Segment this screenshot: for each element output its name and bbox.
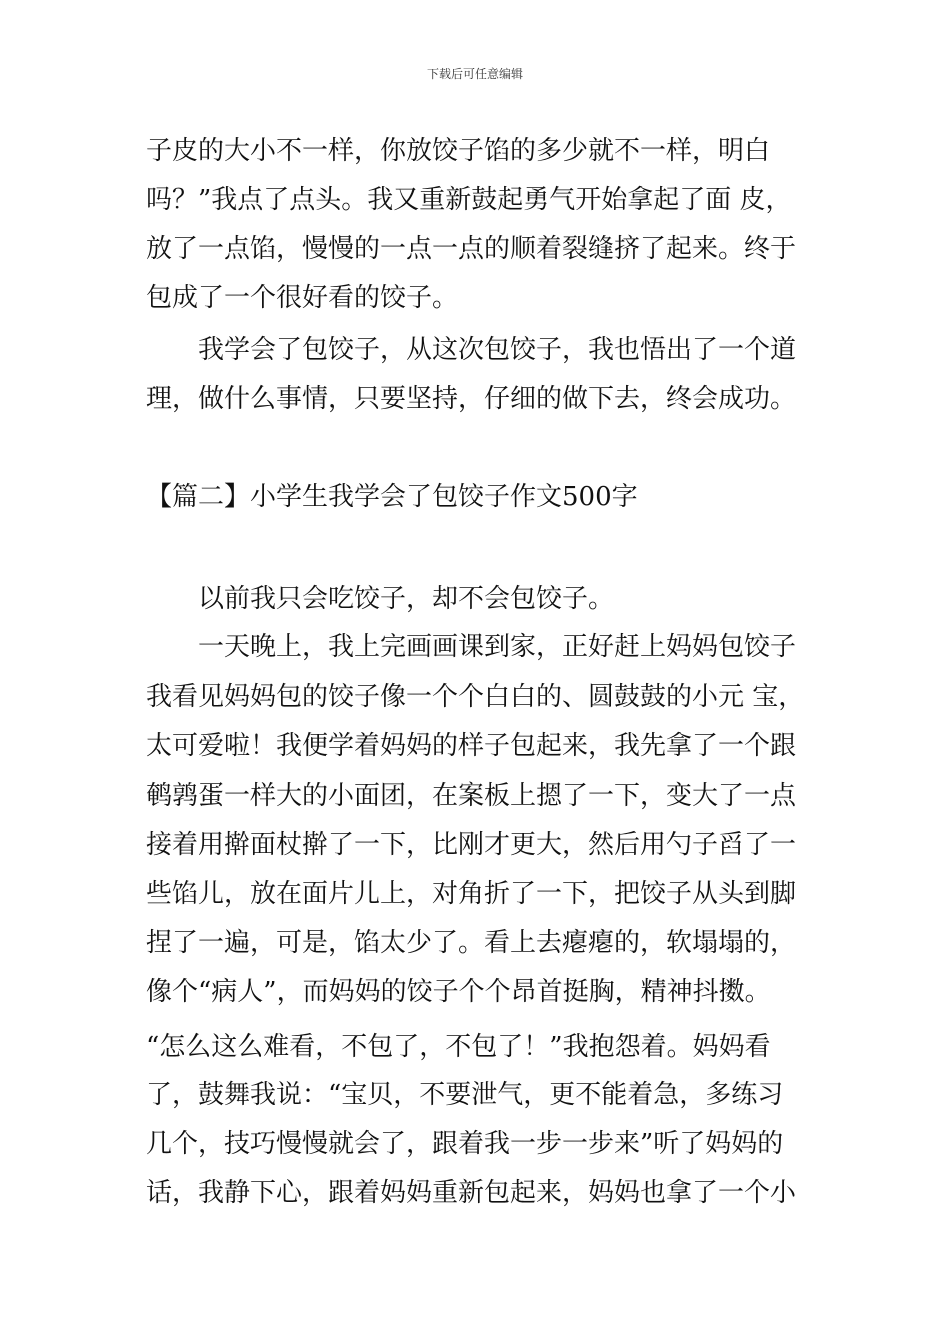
- text-line: 放了一点馅，慢慢的一点一点的顺着裂缝挤了起来。终于: [146, 234, 797, 264]
- text-line: 捏了一遍，可是，馅太少了。看上去瘪瘪的，软塌塌的，: [146, 928, 797, 958]
- text-line: 太可爱啦！我便学着妈妈的样子包起来，我先拿了一个跟: [146, 731, 797, 761]
- text-line: 我看见妈妈包的饺子像一个个白白的、圆鼓鼓的小元 宝，: [146, 682, 805, 712]
- text-line: 话，我静下心，跟着妈妈重新包起来，妈妈也拿了一个小: [146, 1178, 797, 1208]
- text-line: 鹌鹑蛋一样大的小面团，在案板上摁了一下，变大了一点: [146, 781, 797, 811]
- text-line: 理，做什么事情，只要坚持，仔细的做下去，终会成功。: [146, 384, 797, 414]
- text-line: 一天晚上，我上完画画课到家，正好赶上妈妈包饺子: [146, 632, 797, 662]
- text-line: 吗？”我点了点头。我又重新鼓起勇气开始拿起了面 皮，: [146, 185, 792, 215]
- text-line: 子皮的大小不一样，你放饺子馅的多少就不一样，明白: [146, 136, 771, 166]
- text-line: 了，鼓舞我说：“宝贝，不要泄气，更不能着急，多练习: [146, 1080, 784, 1110]
- text-line: 接着用擀面杖擀了一下，比刚才更大，然后用勺子舀了一: [146, 830, 797, 860]
- text-line: 以前我只会吃饺子，却不会包饺子。: [146, 584, 615, 614]
- text-line: 像个“病人”，而妈妈的饺子个个昂首挺胸，精神抖擞。: [146, 977, 771, 1007]
- section-heading: 【篇二】小学生我学会了包饺子作文500字: [146, 482, 638, 512]
- page-header: 下载后可任意编辑: [426, 67, 523, 81]
- text-line: 包成了一个很好看的饺子。: [146, 283, 459, 313]
- text-line: “怎么这么难看，不包了，不包了！”我抱怨着。妈妈看: [146, 1032, 771, 1062]
- text-line: 些馅儿，放在面片儿上，对角折了一下，把饺子从头到脚: [146, 879, 797, 909]
- text-line: 几个，技巧慢慢就会了，跟着我一步一步来”听了妈妈的: [146, 1129, 784, 1159]
- text-line: 我学会了包饺子，从这次包饺子，我也悟出了一个道: [146, 335, 797, 365]
